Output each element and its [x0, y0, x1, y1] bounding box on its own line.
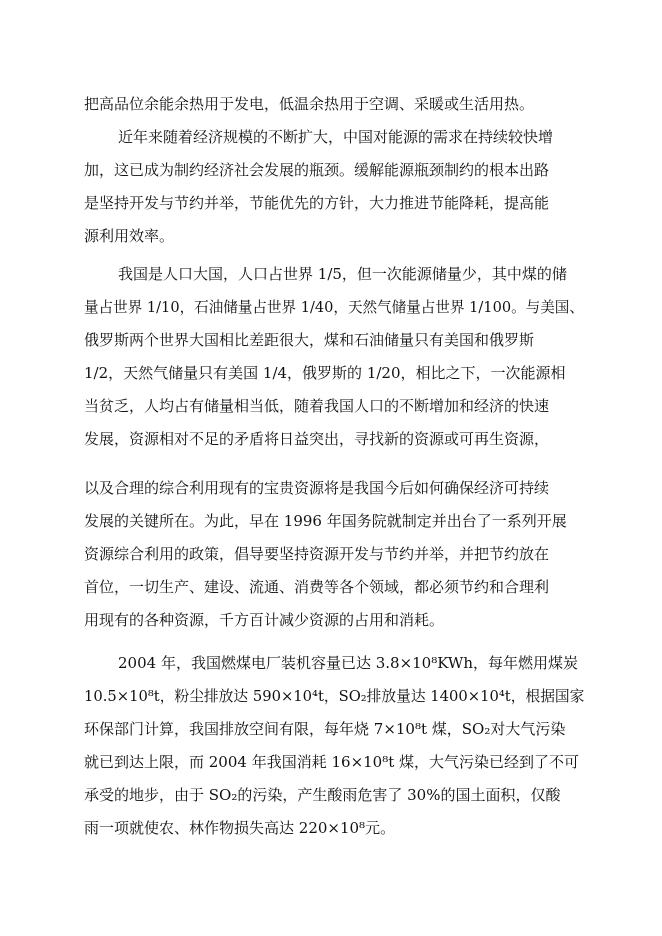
- text-line: 加，这已成为制约经济社会发展的瓶颈。缓解能源瓶颈制约的根本出路: [84, 161, 550, 179]
- text-line: 用现有的各种资源，千方百计减少资源的占用和消耗。: [84, 611, 445, 629]
- text-line: 我国是人口大国，人口占世界 1/5，但一次能源储量少，其中煤的储: [118, 265, 567, 283]
- text-line: 就已到达上限，而 2004 年我国消耗 16×10⁸t 煤，大气污染已经到了不可: [84, 753, 580, 771]
- text-line: 承受的地步，由于 SO₂的污染，产生酸雨危害了 30%的国土面积，仅酸: [84, 786, 561, 804]
- text-line: 把高品位余能余热用于发电，低温余热用于空调、采暖或生活用热。: [84, 95, 535, 113]
- text-line: 以及合理的综合利用现有的宝贵资源将是我国今后如何确保经济可持续: [84, 479, 550, 497]
- text-line: 发展的关键所在。为此，早在 1996 年国务院就制定并出台了一系列开展: [84, 512, 567, 530]
- text-line: 首位，一切生产、建设、流通、消费等各个领域，都必须节约和合理利: [84, 578, 550, 596]
- text-line: 近年来随着经济规模的不断扩大，中国对能源的需求在持续较快增: [118, 128, 554, 146]
- text-line: 发展，资源相对不足的矛盾将日益突出，寻找新的资源或可再生资源，: [84, 430, 550, 448]
- text-line: 源利用效率。: [84, 227, 175, 245]
- text-line: 是坚持开发与节约并举，节能优先的方针，大力推进节能降耗，提高能: [84, 194, 550, 212]
- text-line: 俄罗斯两个世界大国相比差距很大，煤和石油储量只有美国和俄罗斯: [84, 331, 535, 349]
- text-line: 量占世界 1/10，石油储量占世界 1/40，天然气储量占世界 1/100。与美国、: [84, 298, 584, 316]
- text-line: 环保部门计算，我国排放空间有限，每年烧 7×10⁸t 煤，SO₂对大气污染: [84, 720, 566, 738]
- text-line: 资源综合利用的政策，倡导要坚持资源开发与节约并举，并把节约放在: [84, 545, 550, 563]
- text-line: 雨一项就使农、林作物损失高达 220×10⁸元。: [84, 819, 396, 837]
- text-line: 10.5×10⁸t，粉尘排放达 590×10⁴t，SO₂排放量达 1400×10⁴t，根据国家: [84, 687, 585, 705]
- text-line: 2004 年，我国燃煤电厂装机容量已达 3.8×10⁸KWh，每年燃用煤炭: [118, 654, 578, 672]
- text-line: 当贫乏，人均占有储量相当低，随着我国人口的不断增加和经济的快速: [84, 397, 550, 415]
- text-line: 1/2，天然气储量只有美国 1/4，俄罗斯的 1/20，相比之下，一次能源相: [84, 364, 566, 382]
